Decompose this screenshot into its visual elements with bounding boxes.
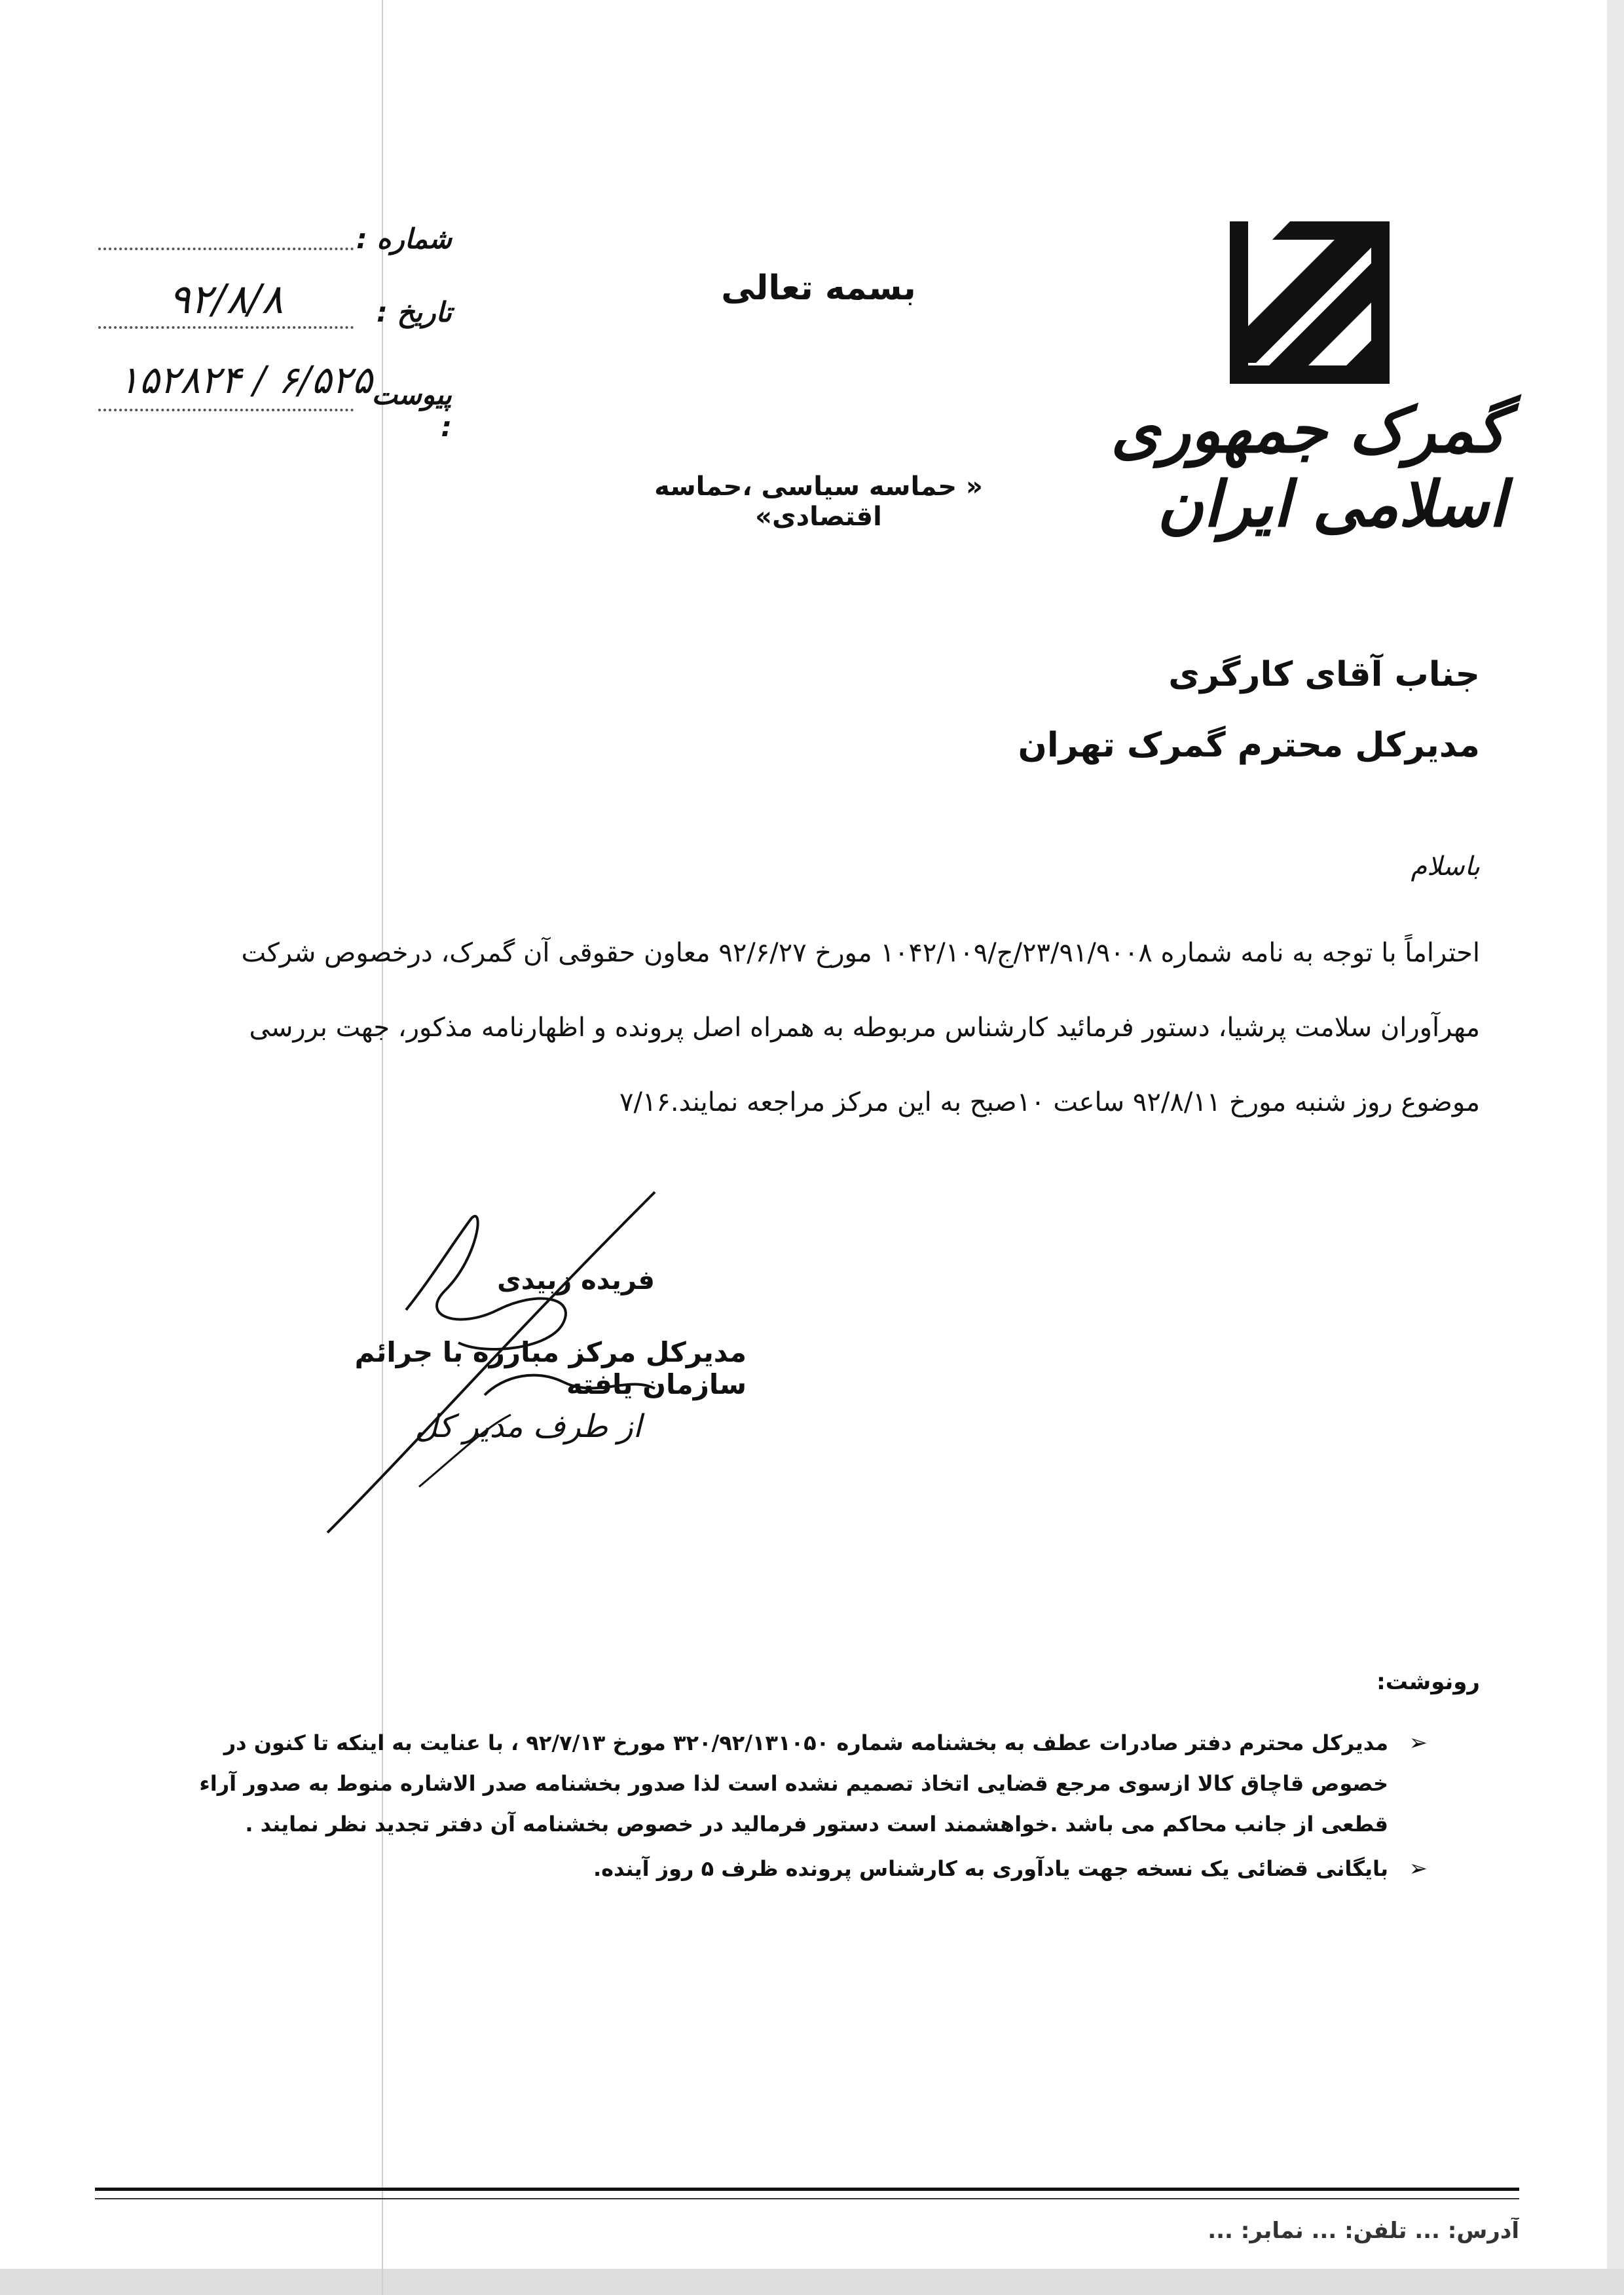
scan-edge-bottom [0,2269,1624,2295]
cc-item-text: مدیرکل محترم دفتر صادرات عطف به بخشنامه شماره ۳۲۰/۹۲/۱۳۱۰۵۰ مورخ ۹۲/۷/۱۳ ، با عنایت به اینکه تا کنون در خصوص قاچاق کالا ازسوی مرجع قضایی اتخاذ تصمیم نشده است لذا صدور بخشنامه صدر الاشاره منوط به صدور آراء قطعی از جانب محاکم می باشد .خواهشمند است دستور فرمالید در خصوص بخشنامه آن دفتر تجدید نظر نمایند . [199,1730,1388,1837]
signature-handwritten-note: از طرف مدیر کل [415,1408,642,1445]
arrow-bullet-icon: ➢ [1409,1730,1428,1756]
date-value: ۹۲/۸/۸ [168,275,284,323]
footer-rule-thin [95,2198,1519,2199]
cc-label: رونوشت: [1376,1669,1480,1695]
footer-rule [95,2188,1519,2191]
cc-item [164,1723,1428,1844]
scan-edge-right [1607,0,1624,2295]
footer-address: آدرس: ... تلفن: ... نمابر: ... [1208,2218,1519,2244]
cc-item-text: بایگانی قضائی یک نسخه جهت یادآوری به کارشناس پرونده ظرف ۵ روز آینده. [593,1856,1388,1881]
number-line [98,248,354,250]
slogan: « حماسه سیاسی ،حماسه اقتصادی» [654,472,983,532]
attachment-value: ۱۵۲۸۲۴ / ۶/۵۲۵ [119,358,373,402]
attachment-line [98,409,354,411]
letter-body: احتراماً با توجه به نامه شماره ۲۳/۹۱/۹۰۰۸/ج/۱۰۴۲/۱۰۹ مورخ ۹۲/۶/۲۷ معاون حقوقی آن گمرک، درخصوص شرکت مهرآوران سلامت پرشیا، دستور فرمائید کارشناس مربوطه به همراه اصل پرونده و اظهارنامه مذکور، جهت بررسی موضوع روز شنبه مورخ ۹۲/۸/۱۱ ساعت ۱۰صبح به این مرکز مراجعه نمایند.۷/۱۶ [241,938,1480,1117]
scan-fold-line [382,0,383,2295]
customs-emblem-icon [1230,221,1390,384]
cc-list [164,1723,1428,1893]
number-label: شماره : [356,223,452,255]
addressee-name: جناب آقای کارگری [1168,655,1480,694]
arrow-bullet-icon: ➢ [1409,1856,1428,1882]
organization-name: گمرک جمهوری اسلامی ایران [1111,393,1506,541]
attachment-label: پیوست : [371,379,452,443]
greeting: باسلام [1411,851,1480,882]
cc-item [164,1848,1428,1889]
signatory-title: مدیرکل مرکز مبارزه با جرائم سازمان یافته [354,1336,747,1400]
date-label: تاریخ : [377,296,452,328]
bismillah-heading: بسمه تعالی [721,269,916,308]
addressee-title: مدیرکل محترم گمرک تهران [1018,726,1480,765]
signatory-name: فریده زبیدی [497,1265,655,1296]
date-line [98,326,354,329]
